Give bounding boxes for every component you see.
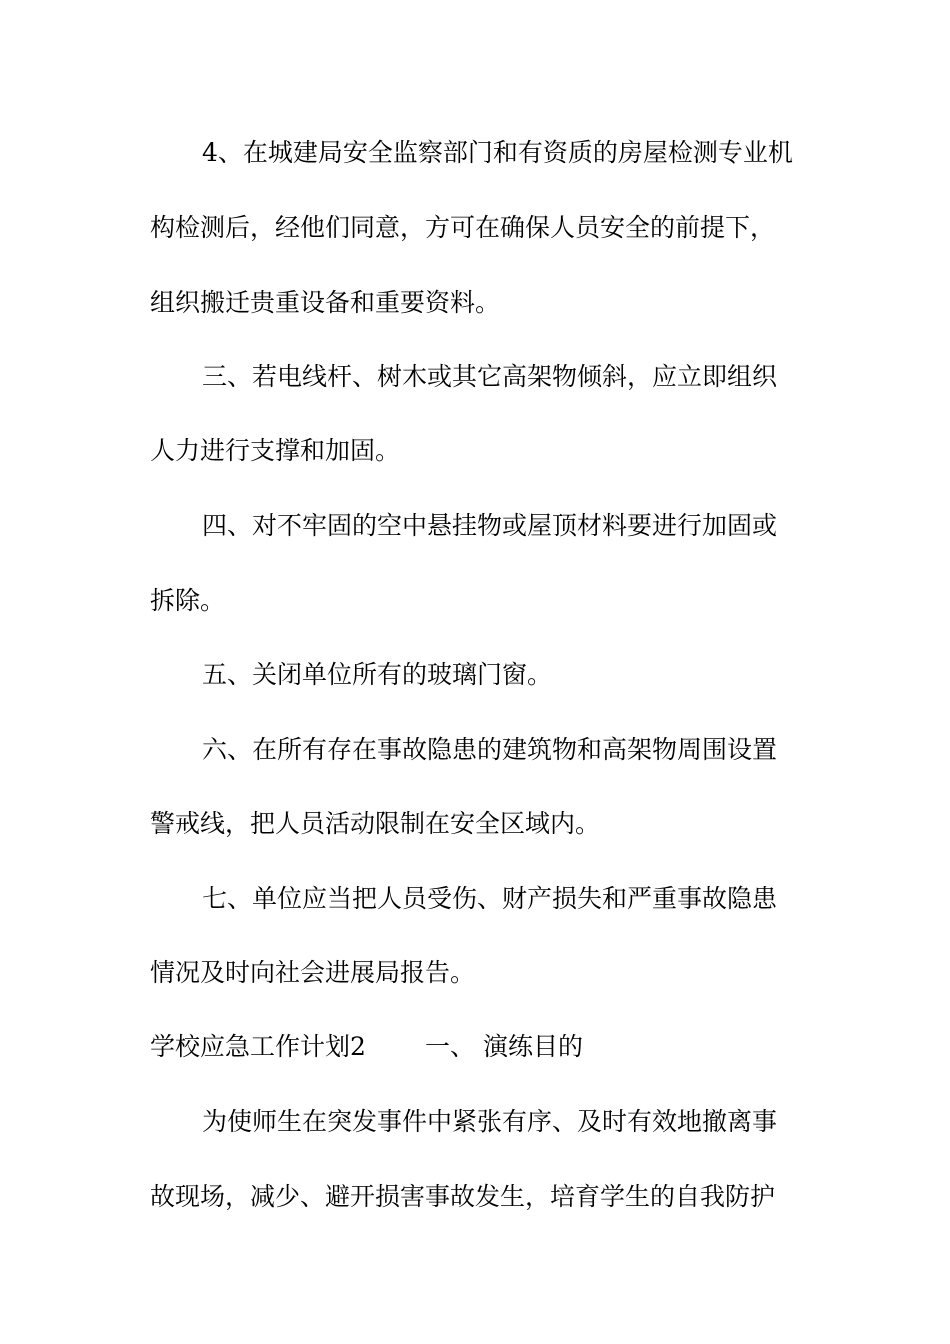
paragraph-3-line-2: 拆除。	[150, 586, 226, 615]
section-heading: 一、 演练目的	[425, 1032, 583, 1061]
paragraph-2-line-1: 三、若电线杆、树木或其它高架物倾斜，应立即组织	[202, 362, 778, 391]
final-paragraph-line-1: 为使师生在突发事件中紧张有序、及时有效地撤离事	[202, 1107, 778, 1136]
plan-heading	[150, 1032, 810, 1062]
paragraph-5-line-2: 警戒线，把人员活动限制在安全区域内。	[150, 809, 601, 838]
paragraph-1-line-2: 构检测后，经他们同意，方可在确保人员安全的前提下，	[150, 213, 776, 242]
paragraph-1-line-3: 组织搬迁贵重设备和重要资料。	[150, 288, 501, 317]
paragraph-1-line-1: 4、在城建局安全监察部门和有资质的房屋检测专业机	[202, 138, 793, 167]
paragraph-2-line-2: 人力进行支撑和加固。	[150, 436, 401, 465]
final-paragraph-line-2: 故现场，减少、避开损害事故发生，培育学生的自我防护	[150, 1182, 776, 1211]
paragraph-3-line-1: 四、对不牢固的空中悬挂物或屋顶材料要进行加固或	[202, 511, 778, 540]
paragraph-5-line-1: 六、在所有存在事故隐患的建筑物和高架物周围设置	[202, 735, 778, 764]
paragraph-4-line-1: 五、关闭单位所有的玻璃门窗。	[202, 660, 553, 689]
paragraph-6-line-1: 七、单位应当把人员受伤、财产损失和严重事故隐患	[202, 884, 778, 913]
paragraph-6-line-2: 情况及时向社会进展局报告。	[150, 958, 476, 987]
plan-title: 学校应急工作计划2	[150, 1032, 366, 1061]
